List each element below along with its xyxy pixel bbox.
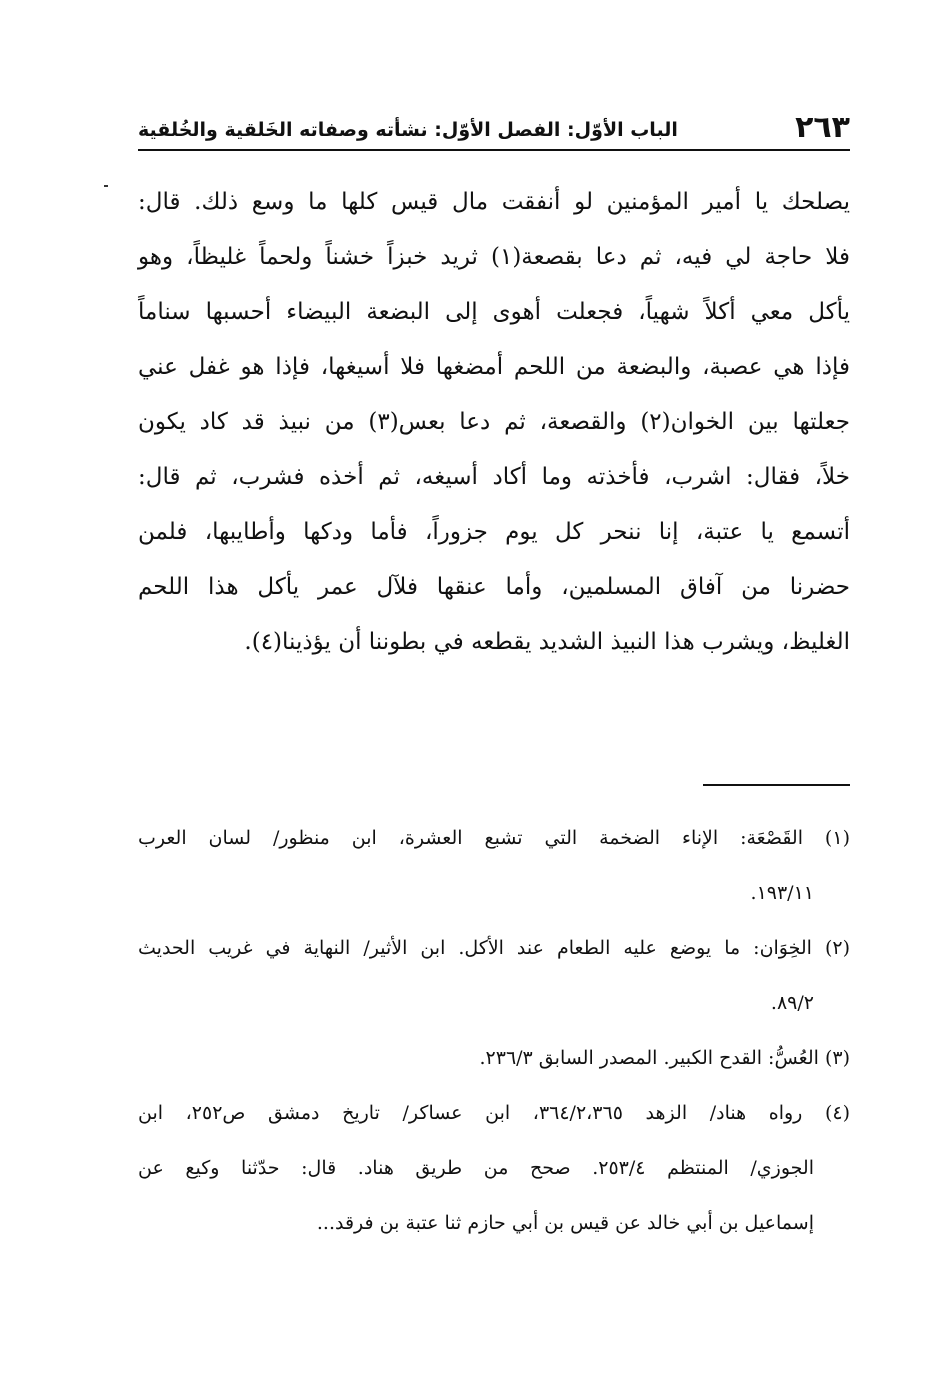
text-line: أتسمع يا عتبة، إنا ننحر كل يوم جزوراً، فأما ودكها وأطايبها، فلمن	[138, 519, 850, 545]
footnote-2-cont: ٨٩/٢.	[770, 992, 814, 1014]
text-line: جعلتها بين الخوان(٢) والقصعة، ثم دعا بعس(٣) من نبيذ قد كاد يكون	[138, 409, 850, 435]
footnote-4-cont: إسماعيل بن أبي خالد عن قيس بن أبي حازم ثنا عتبة بن فرقد...	[316, 1212, 814, 1234]
text-line: خلاً، فقال: اشرب، فأخذته وما أكاد أسيغه، ثم أخذه فشرب، ثم قال:	[138, 464, 850, 490]
footnote-3: (٣) العُسُّ: القدح الكبير. المصدر السابق ٢٣٦/٣.	[479, 1047, 850, 1069]
page-number: ٢٦٣	[795, 110, 850, 145]
text-line: حضرنا من آفاق المسلمين، وأما عنقها فلآل عمر يأكل هذا اللحم	[138, 574, 850, 600]
text-line: يأكل معي أكلاً شهياً، فجعلت أهوى إلى البضعة البيضاء أحسبها سناماً	[138, 299, 850, 325]
scan-mark	[104, 185, 108, 187]
text-line: فلا حاجة لي فيه، ثم دعا بقصعة(١) ثريد خبزاً خشناً ولحماً غليظاً، وهو	[138, 244, 850, 270]
text-line: فإذا هي عصبة، والبضعة من اللحم أمضغها فلا أسيغها، فإذا هو غفل عني	[138, 354, 850, 380]
footnote-4: (٤) رواه هناد/ الزهد ٣٦٤/٢،٣٦٥، ابن عساكر/ تاريخ دمشق ص٢٥٢، ابن	[138, 1102, 851, 1124]
header-rule	[138, 149, 850, 151]
footnote-1: (١) القَصْعَة: الإناء الضخمة التي تشبع العشرة، ابن منظور/ لسان العرب	[138, 827, 850, 849]
text-line: الغليظ، ويشرب هذا النبيذ الشديد يقطعه في بطوننا أن يؤذينا(٤).	[244, 629, 850, 655]
chapter-title: الباب الأوّل: الفصل الأوّل: نشأته وصفاته الخَلقية والخُلقية	[138, 119, 678, 141]
footnote-4-cont: الجوزي/ المنتظم ٢٥٣/٤. صحح من طريق هناد. قال: حدّثنا وكيع عن	[138, 1157, 814, 1179]
footnote-2: (٢) الخِوَان: ما يوضع عليه الطعام عند الأكل. ابن الأثير/ النهاية في غريب الحديث	[138, 937, 850, 959]
text-line: يصلحك يا أمير المؤمنين لو أنفقت مال قيس كلها ما وسع ذلك. قال:	[138, 189, 850, 215]
main-text	[138, 175, 850, 670]
footnotes	[138, 812, 850, 1252]
footnote-1-cont: ١٩٣/١١.	[750, 882, 814, 904]
footnote-separator	[703, 784, 850, 786]
running-header	[138, 112, 850, 148]
